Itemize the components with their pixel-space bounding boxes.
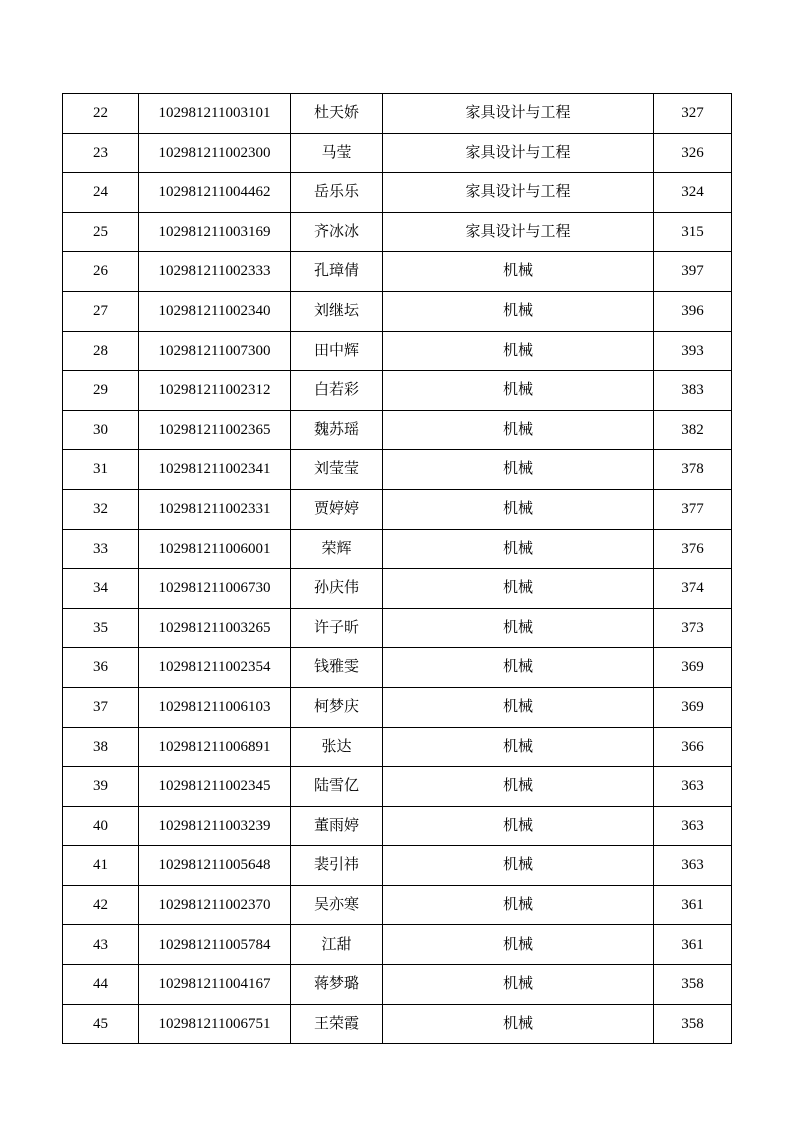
major-cell: 机械	[383, 965, 654, 1005]
candidate-id-cell: 102981211002345	[139, 767, 291, 807]
total-score-cell: 377	[654, 489, 732, 529]
total-score-cell: 376	[654, 529, 732, 569]
row-index-cell: 35	[63, 608, 139, 648]
row-index-cell: 25	[63, 212, 139, 252]
total-score-cell: 327	[654, 94, 732, 134]
total-score-cell: 363	[654, 767, 732, 807]
row-index-cell: 30	[63, 410, 139, 450]
total-score-cell: 382	[654, 410, 732, 450]
major-cell: 家具设计与工程	[383, 173, 654, 213]
major-cell: 机械	[383, 450, 654, 490]
total-score-cell: 396	[654, 291, 732, 331]
total-score-cell: 366	[654, 727, 732, 767]
major-cell: 机械	[383, 885, 654, 925]
table-row	[63, 569, 732, 609]
major-cell: 机械	[383, 687, 654, 727]
major-cell: 机械	[383, 925, 654, 965]
row-index-cell: 37	[63, 687, 139, 727]
candidate-id-cell: 102981211004167	[139, 965, 291, 1005]
row-index-cell: 31	[63, 450, 139, 490]
candidate-name-cell: 柯梦庆	[291, 687, 383, 727]
row-index-cell: 32	[63, 489, 139, 529]
candidate-name-cell: 杜天娇	[291, 94, 383, 134]
table-row	[63, 133, 732, 173]
total-score-cell: 397	[654, 252, 732, 292]
table-row	[63, 885, 732, 925]
candidate-id-cell: 102981211003265	[139, 608, 291, 648]
row-index-cell: 42	[63, 885, 139, 925]
major-cell: 机械	[383, 410, 654, 450]
major-cell: 机械	[383, 252, 654, 292]
row-index-cell: 23	[63, 133, 139, 173]
row-index-cell: 45	[63, 1004, 139, 1044]
candidate-id-cell: 102981211006103	[139, 687, 291, 727]
candidate-name-cell: 许子昕	[291, 608, 383, 648]
major-cell: 机械	[383, 648, 654, 688]
table-row	[63, 806, 732, 846]
row-index-cell: 38	[63, 727, 139, 767]
major-cell: 机械	[383, 529, 654, 569]
table-body	[63, 94, 732, 1044]
row-index-cell: 36	[63, 648, 139, 688]
total-score-cell: 326	[654, 133, 732, 173]
table-row	[63, 252, 732, 292]
candidate-name-cell: 蒋梦璐	[291, 965, 383, 1005]
candidate-id-cell: 102981211006891	[139, 727, 291, 767]
candidate-id-cell: 102981211003239	[139, 806, 291, 846]
major-cell: 机械	[383, 489, 654, 529]
candidate-name-cell: 孙庆伟	[291, 569, 383, 609]
major-cell: 家具设计与工程	[383, 133, 654, 173]
table-row	[63, 94, 732, 134]
candidate-id-cell: 102981211006751	[139, 1004, 291, 1044]
candidate-id-cell: 102981211002354	[139, 648, 291, 688]
candidate-id-cell: 102981211006730	[139, 569, 291, 609]
candidate-id-cell: 102981211006001	[139, 529, 291, 569]
applicant-score-table	[62, 93, 732, 1044]
candidate-name-cell: 陆雪亿	[291, 767, 383, 807]
total-score-cell: 373	[654, 608, 732, 648]
table-row	[63, 965, 732, 1005]
candidate-id-cell: 102981211002331	[139, 489, 291, 529]
table-row	[63, 371, 732, 411]
total-score-cell: 324	[654, 173, 732, 213]
major-cell: 机械	[383, 291, 654, 331]
major-cell: 家具设计与工程	[383, 94, 654, 134]
row-index-cell: 40	[63, 806, 139, 846]
major-cell: 机械	[383, 1004, 654, 1044]
table-row	[63, 767, 732, 807]
major-cell: 机械	[383, 727, 654, 767]
total-score-cell: 383	[654, 371, 732, 411]
candidate-id-cell: 102981211003101	[139, 94, 291, 134]
candidate-id-cell: 102981211002341	[139, 450, 291, 490]
row-index-cell: 28	[63, 331, 139, 371]
row-index-cell: 43	[63, 925, 139, 965]
candidate-name-cell: 刘继坛	[291, 291, 383, 331]
candidate-name-cell: 荣辉	[291, 529, 383, 569]
row-index-cell: 24	[63, 173, 139, 213]
candidate-id-cell: 102981211003169	[139, 212, 291, 252]
major-cell: 机械	[383, 331, 654, 371]
table-row	[63, 529, 732, 569]
row-index-cell: 39	[63, 767, 139, 807]
candidate-name-cell: 岳乐乐	[291, 173, 383, 213]
candidate-name-cell: 吴亦寒	[291, 885, 383, 925]
candidate-name-cell: 田中辉	[291, 331, 383, 371]
table-row	[63, 648, 732, 688]
table-row	[63, 450, 732, 490]
table-row	[63, 1004, 732, 1044]
candidate-name-cell: 张达	[291, 727, 383, 767]
candidate-name-cell: 齐冰冰	[291, 212, 383, 252]
table-row	[63, 331, 732, 371]
total-score-cell: 358	[654, 1004, 732, 1044]
table-row	[63, 489, 732, 529]
table-row	[63, 687, 732, 727]
table-row	[63, 727, 732, 767]
candidate-name-cell: 裴引祎	[291, 846, 383, 886]
candidate-name-cell: 江甜	[291, 925, 383, 965]
table-row	[63, 846, 732, 886]
total-score-cell: 315	[654, 212, 732, 252]
candidate-id-cell: 102981211002370	[139, 885, 291, 925]
candidate-id-cell: 102981211002333	[139, 252, 291, 292]
total-score-cell: 374	[654, 569, 732, 609]
total-score-cell: 378	[654, 450, 732, 490]
total-score-cell: 363	[654, 846, 732, 886]
total-score-cell: 358	[654, 965, 732, 1005]
candidate-name-cell: 董雨婷	[291, 806, 383, 846]
major-cell: 机械	[383, 608, 654, 648]
row-index-cell: 29	[63, 371, 139, 411]
candidate-id-cell: 102981211002340	[139, 291, 291, 331]
total-score-cell: 361	[654, 925, 732, 965]
candidate-id-cell: 102981211002365	[139, 410, 291, 450]
total-score-cell: 363	[654, 806, 732, 846]
candidate-id-cell: 102981211002312	[139, 371, 291, 411]
row-index-cell: 33	[63, 529, 139, 569]
candidate-id-cell: 102981211002300	[139, 133, 291, 173]
total-score-cell: 369	[654, 687, 732, 727]
table-row	[63, 608, 732, 648]
candidate-id-cell: 102981211005784	[139, 925, 291, 965]
table-row	[63, 212, 732, 252]
candidate-name-cell: 马莹	[291, 133, 383, 173]
row-index-cell: 41	[63, 846, 139, 886]
major-cell: 机械	[383, 846, 654, 886]
major-cell: 机械	[383, 767, 654, 807]
total-score-cell: 393	[654, 331, 732, 371]
row-index-cell: 27	[63, 291, 139, 331]
table-row	[63, 291, 732, 331]
score-table-container	[62, 93, 731, 1044]
candidate-name-cell: 孔璋倩	[291, 252, 383, 292]
candidate-name-cell: 钱雅雯	[291, 648, 383, 688]
table-row	[63, 173, 732, 213]
row-index-cell: 26	[63, 252, 139, 292]
candidate-id-cell: 102981211004462	[139, 173, 291, 213]
total-score-cell: 369	[654, 648, 732, 688]
candidate-id-cell: 102981211005648	[139, 846, 291, 886]
candidate-name-cell: 白若彩	[291, 371, 383, 411]
row-index-cell: 34	[63, 569, 139, 609]
candidate-name-cell: 王荣霞	[291, 1004, 383, 1044]
table-row	[63, 410, 732, 450]
candidate-name-cell: 刘莹莹	[291, 450, 383, 490]
major-cell: 机械	[383, 569, 654, 609]
candidate-name-cell: 贾婷婷	[291, 489, 383, 529]
major-cell: 机械	[383, 371, 654, 411]
major-cell: 家具设计与工程	[383, 212, 654, 252]
row-index-cell: 22	[63, 94, 139, 134]
candidate-id-cell: 102981211007300	[139, 331, 291, 371]
candidate-name-cell: 魏苏瑶	[291, 410, 383, 450]
major-cell: 机械	[383, 806, 654, 846]
table-row	[63, 925, 732, 965]
row-index-cell: 44	[63, 965, 139, 1005]
total-score-cell: 361	[654, 885, 732, 925]
